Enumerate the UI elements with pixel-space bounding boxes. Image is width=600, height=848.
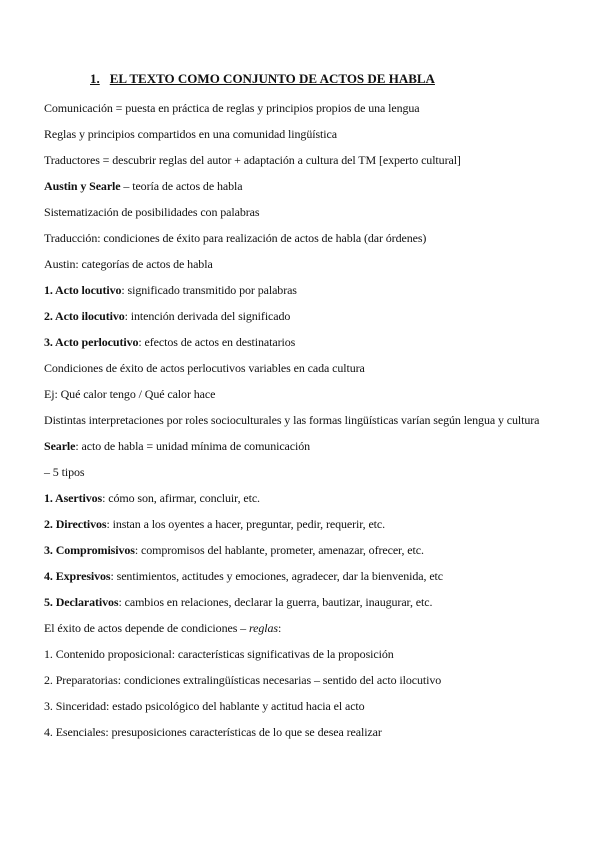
paragraph-line (44, 438, 310, 454)
line-text: : compromisos del hablante, prometer, amenazar, ofrecer, etc. (134, 543, 424, 557)
line-bold-term: 5. Declarativos (44, 595, 119, 609)
line-bold-term: 3. Acto perlocutivo (44, 335, 139, 349)
paragraph-line (44, 178, 242, 194)
line-text: : acto de habla = unidad mínima de comunicación (75, 439, 311, 453)
line-text: : cómo son, afirmar, concluir, etc. (102, 491, 260, 505)
paragraph-line (44, 256, 213, 272)
heading-number: 1. (90, 71, 100, 86)
line-text: Ej: Qué calor tengo / Qué calor hace (44, 387, 216, 401)
paragraph-line (44, 204, 259, 220)
line-text: El éxito de actos depende de condiciones – (44, 621, 249, 635)
line-text: : sentimientos, actitudes y emociones, agradecer, dar la bienvenida, etc (110, 569, 444, 583)
paragraph-line (44, 360, 365, 376)
line-text: Condiciones de éxito de actos perlocutivos variables en cada cultura (44, 361, 365, 375)
paragraph-line (44, 100, 420, 116)
paragraph-line (44, 724, 382, 740)
line-text: : cambios en relaciones, declarar la guerra, bautizar, inaugurar, etc. (118, 595, 433, 609)
line-text: Traductores = descubrir reglas del autor + adaptación a cultura del TM [experto cultural] (44, 153, 461, 167)
paragraph-line (44, 594, 432, 610)
line-bold-term: 1. Acto locutivo (44, 283, 122, 297)
paragraph-line (44, 568, 443, 584)
paragraph-line (44, 490, 260, 506)
line-tail: : (277, 621, 282, 635)
heading-title: EL TEXTO COMO CONJUNTO DE ACTOS DE HABLA (109, 71, 435, 86)
line-text: Austin: categorías de actos de habla (44, 257, 213, 271)
paragraph-line (44, 464, 84, 480)
line-bold-term: 3. Compromisivos (44, 543, 135, 557)
line-text: 2. Preparatorias: condiciones extralingüísticas necesarias – sentido del acto ilocutivo (44, 673, 442, 687)
line-bold-term: 2. Directivos (44, 517, 107, 531)
paragraph-line (44, 386, 215, 402)
paragraph-line (44, 334, 295, 350)
line-text: : significado transmitido por palabras (121, 283, 297, 297)
paragraph-line (44, 672, 441, 688)
line-bold-term: 4. Expresivos (44, 569, 111, 583)
line-text: Reglas y principios compartidos en una comunidad lingüística (44, 127, 337, 141)
line-text: : efectos de actos en destinatarios (138, 335, 296, 349)
paragraph-line (44, 230, 426, 246)
line-text: – teoría de actos de habla (120, 179, 243, 193)
line-bold-term: Austin y Searle (44, 179, 121, 193)
line-text: Distintas interpretaciones por roles socioculturales y las formas lingüísticas varían según lengua y cultura (44, 413, 540, 427)
line-text: 3. Sinceridad: estado psicológico del hablante y actitud hacia el acto (44, 699, 365, 713)
line-text: – 5 tipos (44, 465, 85, 479)
line-italic-term: reglas (248, 621, 278, 635)
line-text: : instan a los oyentes a hacer, preguntar, pedir, requerir, etc. (106, 517, 386, 531)
line-bold-term: Searle (44, 439, 76, 453)
paragraph-line (44, 152, 461, 168)
section-heading (90, 71, 435, 87)
paragraph-line (44, 542, 424, 558)
line-text: 1. Contenido proposicional: características significativas de la proposición (44, 647, 394, 661)
paragraph-line (44, 126, 337, 142)
line-text: 4. Esenciales: presuposiciones características de lo que se desea realizar (44, 725, 382, 739)
line-text: Comunicación = puesta en práctica de reglas y principios propios de una lengua (44, 101, 420, 115)
line-text: : intención derivada del significado (124, 309, 291, 323)
paragraph-line (44, 516, 385, 532)
line-bold-term: 1. Asertivos (44, 491, 103, 505)
line-text: Sistematización de posibilidades con palabras (44, 205, 260, 219)
paragraph-line (44, 698, 365, 714)
paragraph-line (44, 646, 394, 662)
paragraph-line (44, 308, 290, 324)
line-text: Traducción: condiciones de éxito para realización de actos de habla (dar órdenes) (44, 231, 427, 245)
paragraph-line (44, 412, 539, 428)
paragraph-line (44, 282, 297, 298)
line-bold-term: 2. Acto ilocutivo (44, 309, 125, 323)
paragraph-line (44, 620, 281, 636)
